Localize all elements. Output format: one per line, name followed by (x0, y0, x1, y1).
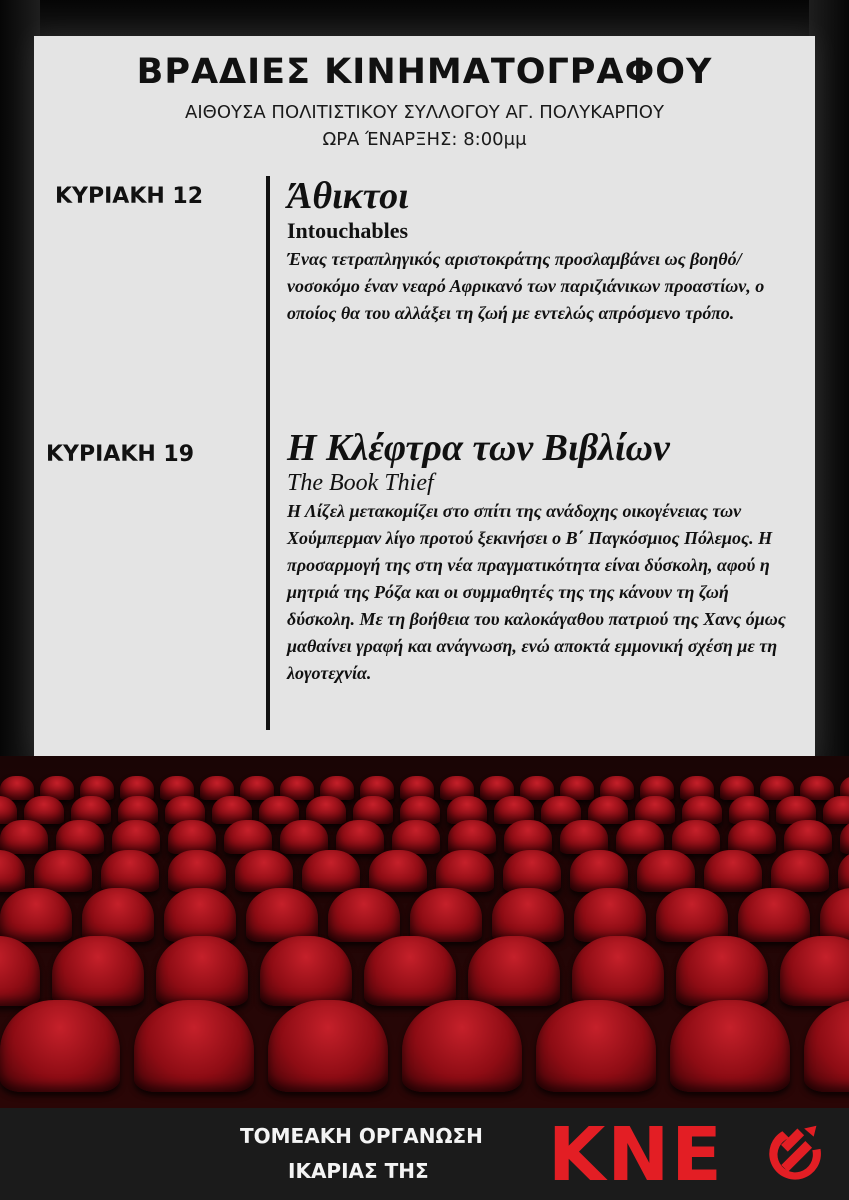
seat (0, 796, 17, 824)
venue-text: ΑΙΘΟΥΣΑ ΠΟΛΙΤΙΣΤΙΚΟΥ ΣΥΛΛΟΓΟΥ ΑΓ. ΠΟΛΥΚΑΡΠΟΥ (185, 102, 664, 123)
seat (410, 888, 482, 942)
seat (0, 850, 25, 892)
seat (672, 820, 720, 854)
seat (336, 820, 384, 854)
seat (168, 820, 216, 854)
film-description: Η Λίζελ μετακομίζει στο σπίτι της ανάδοχης οικογένειας των Χούμπερμαν λίγο προτού ξεκινήσει ο Β΄ Παγκόσμιος Πόλεμος. Η προσαρμογή της στη νέα πραγματικότητα είναι δύσκολη, αφού η μητριά της Ρόζα και οι συμμαθητές της της κάνουν τη ζωή δύσκολη. Με τη βοήθεια του καλοκάγαθου πατριού της Χανς όμως μαθαίνει γραφή και ανάγνωση, ενώ αποκτά εμμονική σχέση με τη λογοτεχνία. (287, 501, 786, 683)
film-original-title: Intouchables (287, 218, 409, 243)
seat (0, 888, 72, 942)
seat (402, 1000, 522, 1092)
seat (838, 850, 849, 892)
seat (823, 796, 849, 824)
seat (670, 1000, 790, 1092)
seat (34, 850, 92, 892)
seat (448, 820, 496, 854)
seat (164, 888, 236, 942)
footer-bar (0, 1108, 849, 1200)
seat (280, 820, 328, 854)
seat (268, 1000, 388, 1092)
film-block-2 (287, 426, 797, 687)
footer-org-line1: ΤΟΜΕΑΚΗ ΟΡΓΑΝΩΣΗ (240, 1124, 483, 1148)
footer-org-line2: ΙΚΑΡΙΑΣ ΤΗΣ (288, 1159, 429, 1183)
seat (784, 820, 832, 854)
seat (570, 850, 628, 892)
seat (0, 936, 40, 1006)
vertical-divider (266, 176, 270, 730)
seat (260, 936, 352, 1006)
film-title: Η Κλέφτρα των Βιβλίων (287, 427, 670, 469)
seat (246, 888, 318, 942)
seat (468, 936, 560, 1006)
seat (302, 850, 360, 892)
seat (259, 796, 299, 824)
seat (560, 820, 608, 854)
cinema-seats (0, 756, 849, 1108)
screening-day-2: ΚΥΡΙΑΚΗ 19 (46, 442, 195, 467)
seat (492, 888, 564, 942)
seat (676, 936, 768, 1006)
film-block-1 (287, 174, 797, 327)
film-title: Άθικτοι (287, 175, 409, 217)
start-time-text: ΩΡΑ ΈΝΑΡΞΗΣ: 8:00μμ (322, 129, 527, 150)
seat (436, 850, 494, 892)
seat (820, 888, 849, 942)
hammer-and-sickle-icon (762, 1119, 830, 1187)
seat (738, 888, 810, 942)
seat (364, 936, 456, 1006)
seat (224, 820, 272, 854)
seat (536, 1000, 656, 1092)
seat (156, 936, 248, 1006)
seat (82, 888, 154, 942)
seat (392, 820, 440, 854)
seat (704, 850, 762, 892)
seat (52, 936, 144, 1006)
seat (504, 820, 552, 854)
theater-ceiling (0, 0, 849, 36)
poster-title: ΒΡΑΔΙΕΣ ΚΙΝΗΜΑΤΟΓΡΑΦΟΥ (136, 52, 713, 92)
seat (101, 850, 159, 892)
seat (728, 820, 776, 854)
seat (588, 796, 628, 824)
screening-day-1: ΚΥΡΙΑΚΗ 12 (55, 184, 204, 209)
seat (840, 820, 849, 854)
seat (369, 850, 427, 892)
cinema-screen (34, 36, 815, 756)
seat (0, 1000, 120, 1092)
theater-wall-right (809, 0, 849, 800)
seat (616, 820, 664, 854)
seat (0, 820, 48, 854)
seat (168, 850, 226, 892)
seat (56, 820, 104, 854)
kne-logo-text: ΚΝΕ (548, 1112, 724, 1198)
seat (656, 888, 728, 942)
seat (574, 888, 646, 942)
seat (520, 776, 554, 800)
seat (780, 936, 849, 1006)
seat (771, 850, 829, 892)
seat (235, 850, 293, 892)
seat (572, 936, 664, 1006)
seat (503, 850, 561, 892)
seat (804, 1000, 849, 1092)
film-description: Ένας τετραπληγικός αριστοκράτης προσλαμβάνει ως βοηθό/νοσοκόμο έναν νεαρό Αφρικανό των παριζιάνικων προαστίων, ο οποίος θα του αλλάξει τη ζωή με εντελώς απρόσμενο τρόπο. (287, 249, 765, 323)
seat (637, 850, 695, 892)
seat (112, 820, 160, 854)
seat (134, 1000, 254, 1092)
seat (328, 888, 400, 942)
film-original-title: The Book Thief (287, 470, 434, 496)
